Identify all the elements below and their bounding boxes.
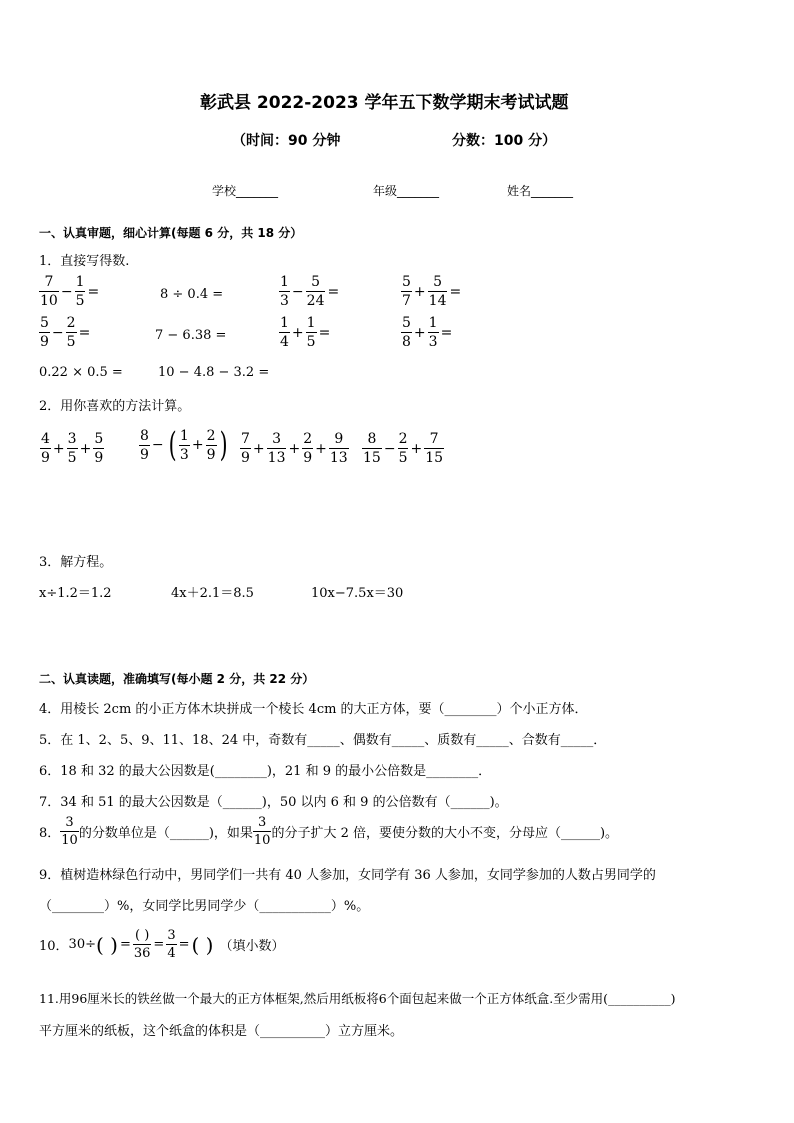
equals: =	[87, 283, 100, 300]
denominator: 5	[75, 293, 85, 309]
denominator: 15	[363, 450, 381, 466]
denominator: 36	[133, 946, 151, 961]
q3-equation-1: x÷1.2＝1.2	[39, 586, 112, 601]
question-1-label: 1．直接写得数.	[39, 254, 130, 269]
denominator: 7	[402, 293, 411, 309]
question-2-label: 2．用你喜欢的方法计算。	[39, 399, 191, 414]
numerator: 2	[206, 427, 216, 444]
equals: =	[119, 937, 131, 952]
q1-item-r1c3	[279, 275, 341, 308]
denominator: 10	[253, 833, 271, 848]
numerator: 1	[428, 315, 438, 331]
numerator: 3	[60, 816, 79, 832]
q3-equation-2: 4x＋2.1＝8.5	[171, 586, 254, 601]
question-3-label: 3．解方程。	[39, 555, 113, 570]
denominator: 5	[306, 334, 316, 350]
q2-expr-1	[40, 432, 104, 465]
denominator: 9	[206, 446, 216, 463]
question-6: 6．18 和 32 的最大公因数是(________)，21 和 9 的最小公倍数是________．	[39, 764, 492, 779]
operator: −	[151, 437, 164, 453]
operator: −	[51, 324, 64, 341]
operator: +	[79, 440, 92, 457]
q8-middle-text: 的分数单位是（______)，如果	[78, 826, 253, 841]
denominator: 4	[167, 946, 176, 961]
denominator: 13	[329, 450, 348, 466]
denominator: 9	[241, 450, 250, 466]
operator: +	[291, 324, 304, 341]
equals: =	[318, 324, 331, 341]
operator: +	[191, 437, 204, 453]
question-4: 4．用棱长 2cm 的小正方体木块拼成一个棱长 4cm 的大正方体，要（________）个小正方体．	[39, 702, 588, 717]
numerator: 1	[179, 427, 189, 444]
denominator: 8	[402, 334, 411, 350]
operator: −	[291, 283, 304, 300]
denominator: 5	[398, 450, 408, 466]
q1-item-r2c1	[39, 316, 92, 349]
q1-item-r2c2: 7 − 6.38 =	[155, 328, 227, 343]
numerator: 1	[306, 315, 316, 331]
equals: =	[449, 283, 462, 300]
denominator: 5	[66, 334, 76, 350]
numerator: 5	[402, 274, 411, 290]
denominator: 14	[428, 293, 447, 309]
denominator: 3	[428, 334, 438, 350]
numerator: 2	[303, 431, 313, 447]
numerator: 5	[40, 315, 49, 331]
numerator: 8	[140, 427, 149, 444]
denominator: 4	[280, 334, 289, 350]
question-10	[39, 929, 284, 960]
section-1-heading: 一、认真审题，细心计算(每题 6 分，共 18 分）	[39, 226, 303, 240]
operator: +	[315, 440, 327, 457]
q10-prefix: 10．	[39, 939, 69, 954]
operator: +	[288, 440, 301, 457]
school-field: 学校_______	[212, 184, 279, 198]
question-8	[39, 816, 618, 847]
numerator: 4	[41, 431, 50, 447]
denominator: 9	[41, 450, 50, 466]
equals: =	[78, 324, 91, 341]
numerator: 3	[253, 816, 272, 832]
operator: −	[60, 283, 73, 300]
numerator: 5	[306, 275, 326, 292]
q8-prefix: 8．	[39, 826, 61, 841]
numerator-blank: ( )	[133, 929, 152, 945]
denominator: 15	[425, 450, 444, 466]
question-9-line-1: 9．植树造林绿色行动中，男同学们一共有 40 人参加，女同学有 36 人参加，女同学参加的人数占男同学的	[39, 868, 656, 883]
section-2-heading: 二、认真读题，准确填写(每小题 2 分，共 22 分）	[39, 672, 315, 686]
denominator: 3	[179, 446, 189, 463]
q10-dividend: 30÷	[68, 937, 96, 952]
equals: =	[178, 937, 190, 952]
question-7: 7．34 和 51 的最大公因数是（______)，50 以内 6 和 9 的公倍数有（______)。	[39, 795, 508, 810]
numerator: 1	[75, 274, 85, 290]
q1-item-r1c4	[401, 275, 463, 308]
grade-field: 年级_______	[373, 184, 440, 198]
denominator: 9	[303, 450, 313, 466]
question-9-line-2: （________）%，女同学比男同学少（___________）%。	[39, 899, 370, 914]
equals: =	[440, 324, 453, 341]
q2-expr-2	[139, 425, 230, 465]
q1-item-r3c1: 0.22 × 0.5 =	[39, 365, 123, 380]
q1-item-r2c4	[401, 316, 454, 349]
numerator: 2	[66, 315, 76, 331]
operator: +	[52, 440, 65, 457]
denominator: 24	[306, 293, 325, 309]
q10-blank-2: ( )	[191, 932, 214, 957]
numerator: 7	[424, 432, 444, 449]
denominator: 9	[94, 450, 104, 466]
q10-note: （填小数）	[219, 939, 285, 954]
numerator: 1	[280, 274, 289, 290]
q8-suffix-text: 的分子扩大 2 倍，要使分数的大小不变，分母应（______)。	[271, 826, 619, 841]
question-5: 5．在 1、2、5、9、11、18、24 中，奇数有_____、偶数有_____、质数有_____、合数有_____．	[39, 733, 607, 748]
operator: +	[413, 283, 426, 300]
numerator: 5	[402, 315, 411, 331]
right-paren: )	[219, 425, 228, 465]
numerator: 3	[67, 431, 77, 447]
denominator: 5	[67, 450, 77, 466]
q1-item-r1c2: 8 ÷ 0.4 =	[160, 287, 224, 302]
left-paren: (	[168, 425, 177, 465]
operator: +	[413, 324, 426, 341]
equals: =	[153, 937, 165, 952]
exam-score: 分数：100 分）	[452, 133, 557, 149]
numerator: 9	[329, 432, 349, 449]
denominator: 10	[61, 833, 78, 848]
q2-expr-3	[240, 432, 349, 465]
exam-time: （时间：90 分钟	[232, 133, 341, 149]
numerator: 7	[39, 275, 59, 292]
numerator: 7	[241, 431, 250, 447]
denominator: 13	[267, 450, 286, 466]
question-11-line-1: 11.用96厘米长的铁丝做一个最大的正方体框架,然后用纸板将6个面包起来做一个正方体纸盒.至少需用(__________)	[39, 991, 676, 1006]
q1-item-r3c2: 10 − 4.8 − 3.2 =	[158, 365, 270, 380]
denominator: 9	[40, 334, 49, 350]
operator: +	[252, 440, 265, 457]
denominator: 10	[40, 293, 58, 309]
numerator: 1	[280, 315, 289, 331]
equals: =	[327, 283, 340, 300]
numerator: 2	[398, 431, 408, 447]
operator: +	[410, 440, 423, 457]
numerator: 3	[167, 928, 176, 943]
q10-blank-1: ( )	[95, 932, 118, 957]
numerator: 5	[428, 275, 448, 292]
denominator: 9	[140, 446, 149, 463]
question-11-line-2: 平方厘米的纸板，这个纸盒的体积是（__________）立方厘米。	[39, 1024, 404, 1039]
numerator: 3	[267, 432, 287, 449]
name-field: 姓名_______	[507, 184, 574, 198]
q1-item-r2c3	[279, 316, 332, 349]
operator: −	[383, 440, 396, 457]
q2-expr-4	[362, 432, 444, 465]
q1-item-r1c1	[39, 275, 101, 308]
numerator: 8	[362, 432, 382, 449]
exam-title: 彰武县 2022-2023 学年五下数学期末考试试题	[200, 93, 569, 113]
q3-equation-3: 10x−7.5x＝30	[311, 586, 404, 601]
numerator: 5	[94, 431, 104, 447]
denominator: 3	[280, 293, 289, 309]
